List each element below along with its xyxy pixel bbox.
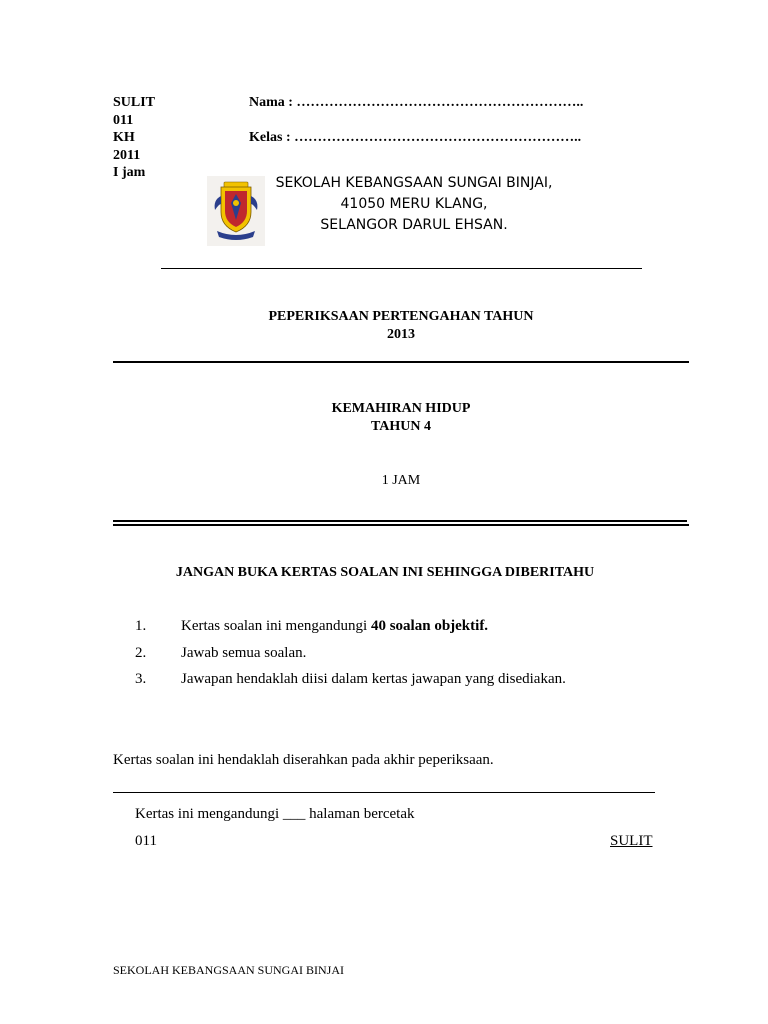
school-address: [253, 173, 575, 236]
code-subject: KH: [113, 130, 135, 145]
instruction-text: Jawapan hendaklah diisi dalam kertas jawapan yang disediakan.: [181, 671, 566, 687]
footer-divider: [113, 792, 655, 793]
double-divider-top: [113, 520, 687, 522]
nama-field: Nama : ……………………………………………………..: [249, 95, 584, 110]
title-divider: [113, 361, 689, 363]
pages-note: Kertas ini mengandungi ___ halaman bercetak: [135, 806, 415, 822]
instruction-item: [135, 644, 566, 671]
submit-note: Kertas soalan ini hendaklah diserahkan pada akhir peperiksaan.: [113, 752, 494, 768]
instruction-emphasis: 40 soalan objektif.: [370, 618, 489, 634]
code-paper-number: 011: [113, 112, 134, 128]
instruction-number: 3.: [135, 671, 147, 687]
code-duration: I jam: [113, 165, 146, 180]
code-year: 2011: [113, 147, 141, 163]
instructions-list: [135, 617, 566, 697]
instruction-text: Kertas soalan ini mengandungi: [181, 618, 371, 634]
double-divider-bottom: [113, 524, 689, 526]
exam-year: 2013: [387, 327, 415, 342]
footer-sulit: SULIT: [610, 833, 653, 849]
exam-title: PEPERIKSAAN PERTENGAHAN TAHUN: [268, 309, 534, 324]
exam-duration: 1 JAM: [381, 473, 421, 488]
paper-codes: [113, 94, 155, 182]
school-state: SELANGOR DARUL EHSAN.: [320, 217, 508, 233]
kelas-field: Kelas : ……………………………………………………..: [249, 130, 582, 145]
instruction-text: Jawab semua soalan.: [181, 644, 307, 661]
instruction-number: 2.: [135, 644, 147, 661]
instruction-item: [135, 617, 566, 644]
school-name: SEKOLAH KEBANGSAAN SUNGAI BINJAI,: [275, 175, 553, 191]
school-postcode-city: 41050 MERU KLANG,: [340, 196, 488, 212]
subject-year: TAHUN 4: [370, 419, 432, 434]
subject-name: KEMAHIRAN HIDUP: [331, 401, 471, 416]
warning-text: JANGAN BUKA KERTAS SOALAN INI SEHINGGA DIBERITAHU: [175, 565, 595, 580]
code-sulit: SULIT: [113, 95, 156, 110]
instruction-number: 1.: [135, 618, 147, 634]
school-footer: SEKOLAH KEBANGSAAN SUNGAI BINJAI: [113, 963, 344, 977]
footer-code: 011: [135, 833, 157, 849]
instruction-item: [135, 670, 566, 697]
header-divider: [161, 268, 642, 269]
